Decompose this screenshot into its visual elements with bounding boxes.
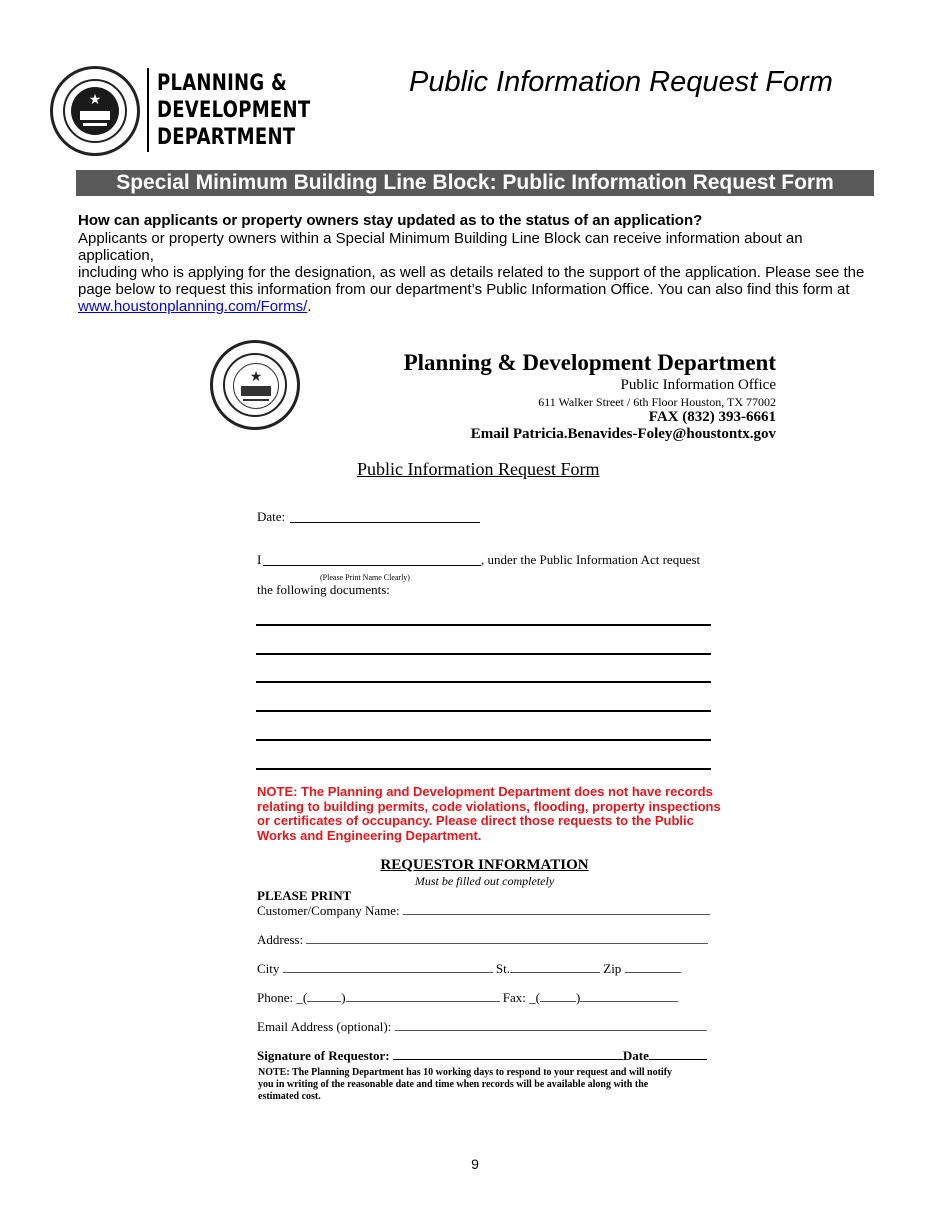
intro-line-2: including who is applying for the designation, as well as details related to the support of the application. Please see the	[78, 264, 865, 281]
records-note-line-1: NOTE: The Planning and Development Department does not have records	[257, 784, 713, 799]
form-address: 611 Walker Street / 6th Floor Houston, TX 77002	[538, 395, 776, 409]
fax-close: )	[576, 990, 581, 1005]
dept-logo-line1: PLANNING &	[157, 71, 287, 96]
state-input[interactable]	[510, 960, 600, 973]
fax-input[interactable]	[580, 989, 678, 1002]
customer-input[interactable]	[403, 902, 710, 915]
date-input[interactable]	[290, 509, 480, 523]
records-note-line-3: or certificates of occupancy. Please direct those requests to the Public	[257, 813, 694, 828]
email-label: Email Address (optional):	[257, 1019, 392, 1034]
address-label: Address:	[257, 932, 304, 947]
zip-input[interactable]	[625, 960, 681, 973]
header-title: Public Information Request Form	[409, 66, 833, 98]
signature-input[interactable]	[393, 1047, 623, 1060]
requestor-title: REQUESTOR INFORMATION	[380, 857, 589, 873]
signature-date-input[interactable]	[649, 1047, 707, 1060]
customer-field	[257, 902, 710, 919]
name-input[interactable]	[263, 552, 481, 566]
intro-question: How can applicants or property owners stay updated as to the status of an application?	[78, 212, 703, 229]
logo-divider	[147, 68, 149, 152]
city-input[interactable]	[283, 960, 493, 973]
form-office: Public Information Office	[620, 377, 776, 393]
requestor-subtitle: Must be filled out completely	[414, 874, 555, 888]
dept-logo-line3: DEPARTMENT	[157, 125, 296, 150]
signature-field	[257, 1047, 707, 1064]
response-note-line-2: you in writing of the reasonable date and time when records will be available along with the	[258, 1079, 649, 1090]
forms-link[interactable]: www.houstonplanning.com/Forms/	[78, 298, 308, 315]
dept-logo-line2: DEVELOPMENT	[157, 98, 311, 123]
address-field	[257, 931, 708, 948]
documents-line-6[interactable]	[256, 768, 711, 770]
state-label: St.	[495, 961, 510, 976]
signature-date-label: Date	[622, 1048, 649, 1063]
print-name-hint: (Please Print Name Clearly)	[320, 573, 410, 582]
page-number: 9	[471, 1156, 479, 1172]
zip-label: Zip	[603, 961, 622, 976]
phone-input[interactable]	[346, 989, 500, 1002]
date-label: Date:	[257, 509, 286, 524]
documents-line-4[interactable]	[256, 710, 711, 712]
intro-paragraph	[78, 230, 878, 315]
please-print-label: PLEASE PRINT	[257, 888, 352, 903]
section-banner: Special Minimum Building Line Block: Public Information Request Form	[76, 170, 874, 196]
request-text: , under the Public Information Act request	[481, 552, 701, 567]
email-field	[257, 1018, 707, 1035]
intro-line-3: page below to request this information from our department’s Public Information Office. You can also find this form at	[78, 281, 850, 298]
intro-line-1: Applicants or property owners within a Special Minimum Building Line Block can receive information about an application,	[78, 230, 803, 264]
documents-line-3[interactable]	[256, 681, 711, 683]
fax-label: Fax: _(	[502, 990, 540, 1005]
city-seal-logo: ★	[50, 66, 140, 156]
city-field	[257, 960, 681, 977]
link-suffix: .	[307, 298, 312, 315]
response-note-line-3: estimated cost.	[258, 1091, 321, 1102]
customer-label: Customer/Company Name:	[257, 903, 400, 918]
records-note	[257, 785, 727, 843]
form-city-seal: ★	[210, 340, 300, 430]
response-note-line-1: NOTE: The Planning Department has 10 working days to respond to your request and will notify	[258, 1067, 673, 1078]
phone-close: )	[341, 990, 346, 1005]
form-email: Email Patricia.Benavides-Foley@houstontx.gov	[470, 426, 776, 442]
city-label: City	[257, 961, 280, 976]
signature-label: Signature of Requestor:	[257, 1048, 390, 1063]
address-input[interactable]	[306, 931, 708, 944]
phone-field	[257, 989, 678, 1006]
phone-label: Phone: _(	[257, 990, 308, 1005]
documents-line-5[interactable]	[256, 739, 711, 741]
records-note-line-4: Works and Engineering Department.	[257, 827, 482, 843]
form-title: Public Information Request Form	[357, 459, 600, 479]
name-label-i: I	[257, 552, 262, 567]
documents-line-1[interactable]	[256, 624, 711, 626]
phone-area-input[interactable]	[307, 989, 341, 1002]
form-fax: FAX (832) 393-6661	[648, 409, 776, 425]
records-note-line-2: relating to building permits, code violations, flooding, property inspections	[257, 798, 721, 814]
response-note	[258, 1067, 718, 1103]
following-docs-label: the following documents:	[257, 582, 390, 597]
form-dept-name: Planning & Development Department	[403, 350, 776, 375]
documents-line-2[interactable]	[256, 653, 711, 655]
fax-area-input[interactable]	[540, 989, 576, 1002]
email-input[interactable]	[395, 1018, 707, 1031]
dept-logo-text	[157, 70, 310, 151]
